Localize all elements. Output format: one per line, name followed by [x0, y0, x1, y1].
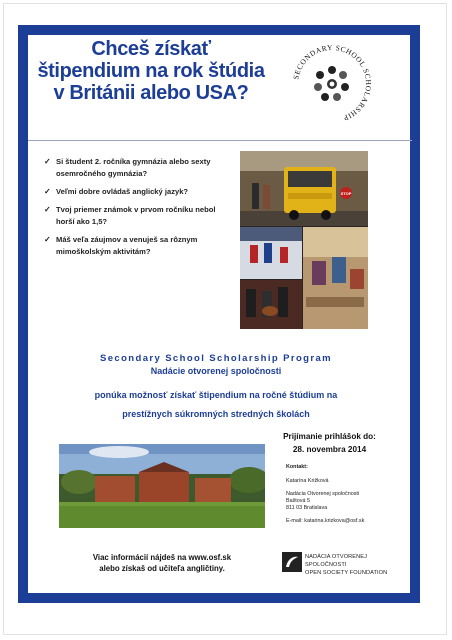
list-item: ✓ Si študent 2. ročníka gymnázia alebo sexty osemročného gymnázia? — [44, 157, 211, 178]
program-organization: Nadácie otvorenej spoločnosti — [150, 366, 282, 376]
eligibility-checklist — [44, 156, 234, 264]
osf-wordmark: NADÁCIA OTVORENEJ SPOLOČNOSTI OPEN SOCIETY FOUNDATION — [305, 554, 388, 576]
contact-label: Kontakt: — [286, 464, 308, 470]
contact-address-line: 811 03 Bratislava — [286, 505, 328, 511]
headline-line-2: štipendium na rok štúdia — [37, 60, 265, 82]
scholarship-logo — [288, 40, 376, 128]
contact-address-line: Baštová 5 — [286, 498, 310, 504]
program-block — [40, 352, 392, 424]
checkmark-icon: ✓ — [44, 235, 51, 244]
deadline-date: 28. novembra 2014 — [292, 445, 367, 454]
list-item: ✓ Tvoj priemer známok v prvom ročníku nebol horší ako 1,5? — [44, 205, 216, 226]
more-info: Viac informácií nájdeš na www.osf.sk alebo získaš od učiteľa angličtiny. — [92, 553, 232, 573]
application-deadline — [272, 430, 387, 456]
contact-email: E-mail: katarina.krizkova@osf.sk — [286, 518, 365, 524]
osf-logo — [282, 552, 402, 576]
contact-name: Katarína Križková — [286, 478, 329, 484]
checkmark-icon: ✓ — [44, 157, 51, 166]
program-title: Secondary School Scholarship Program — [99, 353, 332, 364]
headline-line-1: Chceš získať — [91, 38, 211, 60]
checkmark-icon: ✓ — [44, 205, 51, 214]
classroom-photo — [303, 227, 368, 329]
headline-line-3: v Británii alebo USA? — [53, 82, 249, 104]
hockey-photo — [240, 227, 302, 279]
photo-collage — [240, 151, 368, 329]
logo-ring-text: SECONDARY SCHOOL SCHOLARSHIP — [291, 42, 374, 123]
stop-sign-text: STOP — [340, 191, 352, 196]
school-bus-photo — [240, 151, 368, 226]
campus-photo — [59, 444, 265, 528]
contact-address-line: Nadácia Otvorenej spoločnosti — [286, 491, 360, 497]
list-item: ✓ Veľmi dobre ovládaš anglický jazyk? — [44, 187, 189, 196]
list-item: ✓ Máš veľa záujmov a venuješ sa rôznym mimoškolským aktivitám? — [44, 235, 198, 256]
program-offer: ponúka možnosť získať štipendium na ročné štúdium na prestížnych súkromných stredných školách — [94, 390, 338, 419]
osf-mark-icon — [282, 552, 302, 572]
orchestra-photo — [240, 280, 302, 329]
flyer-headline — [26, 38, 276, 104]
title-divider — [28, 140, 412, 141]
checkmark-icon: ✓ — [44, 187, 51, 196]
deadline-label: Prijímanie prihlášok do: — [283, 432, 376, 441]
contact-block — [286, 464, 396, 525]
people-circle-icon — [314, 66, 349, 101]
